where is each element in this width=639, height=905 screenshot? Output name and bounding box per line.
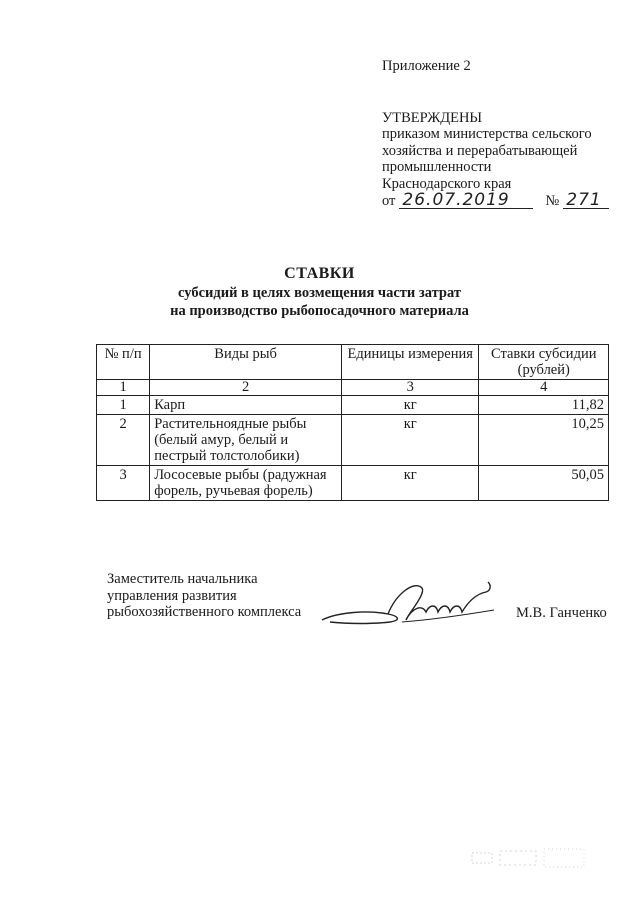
rates-table bbox=[96, 344, 609, 501]
row-unit: кг bbox=[341, 415, 479, 466]
number-prefix: № bbox=[545, 192, 560, 209]
approval-block bbox=[382, 58, 632, 209]
row-num: 2 bbox=[97, 415, 150, 466]
order-date: 26.07.2019 bbox=[399, 192, 533, 209]
approval-line: Краснодарского края bbox=[382, 175, 512, 192]
position-line: рыбохозяйственного комплекса bbox=[107, 604, 302, 620]
row-kind: Карп bbox=[150, 396, 342, 415]
table-row bbox=[97, 396, 609, 415]
row-kind: Растительноядные рыбы (белый амур, белый и пестрый толстолобики) bbox=[150, 415, 342, 466]
row-rate: 50,05 bbox=[479, 466, 609, 501]
title-subtitle-2: на производство рыбопосадочного материала bbox=[170, 303, 469, 319]
row-rate: 10,25 bbox=[479, 415, 609, 466]
row-unit: кг bbox=[341, 466, 479, 501]
approval-line: хозяйства и перерабатывающей bbox=[382, 142, 578, 159]
row-kind: Лососевые рыбы (радужная форель, ручьевая форель) bbox=[150, 466, 342, 501]
row-unit: кг bbox=[341, 396, 479, 415]
date-prefix: от bbox=[382, 192, 396, 209]
table-index-row bbox=[97, 380, 609, 396]
header-rate: Ставки субсидии (рублей) bbox=[479, 345, 609, 380]
signatory-position bbox=[107, 571, 301, 621]
position-line: управления развития bbox=[107, 587, 237, 604]
handwritten-signature bbox=[318, 574, 500, 634]
index-cell: 1 bbox=[97, 380, 150, 396]
document-title bbox=[0, 264, 639, 320]
header-kind: Виды рыб bbox=[150, 345, 342, 380]
index-cell: 3 bbox=[341, 380, 479, 396]
approval-line: промышленности bbox=[382, 159, 492, 175]
header-num: № п/п bbox=[97, 345, 150, 380]
approval-line: приказом министерства сельского bbox=[382, 126, 592, 142]
index-cell: 2 bbox=[150, 380, 342, 396]
order-date-row bbox=[382, 192, 632, 209]
row-rate: 11,82 bbox=[479, 396, 609, 415]
table-row bbox=[97, 415, 609, 466]
order-number: 271 bbox=[563, 192, 609, 209]
header-unit: Единицы измерения bbox=[341, 345, 479, 380]
row-num: 3 bbox=[97, 466, 150, 501]
row-num: 1 bbox=[97, 396, 150, 415]
signer-name: М.В. Ганченко bbox=[516, 605, 607, 621]
appendix-label: Приложение 2 bbox=[382, 58, 471, 74]
table-header-row bbox=[97, 345, 609, 380]
position-line: Заместитель начальника bbox=[107, 571, 258, 587]
title-heading: СТАВКИ bbox=[284, 265, 355, 282]
table-row bbox=[97, 466, 609, 501]
index-cell: 4 bbox=[479, 380, 609, 396]
title-subtitle-1: субсидий в целях возмещения части затрат bbox=[178, 285, 461, 301]
faint-stamp-mark bbox=[470, 845, 590, 873]
approved-label: УТВЕРЖДЕНЫ bbox=[382, 109, 483, 126]
